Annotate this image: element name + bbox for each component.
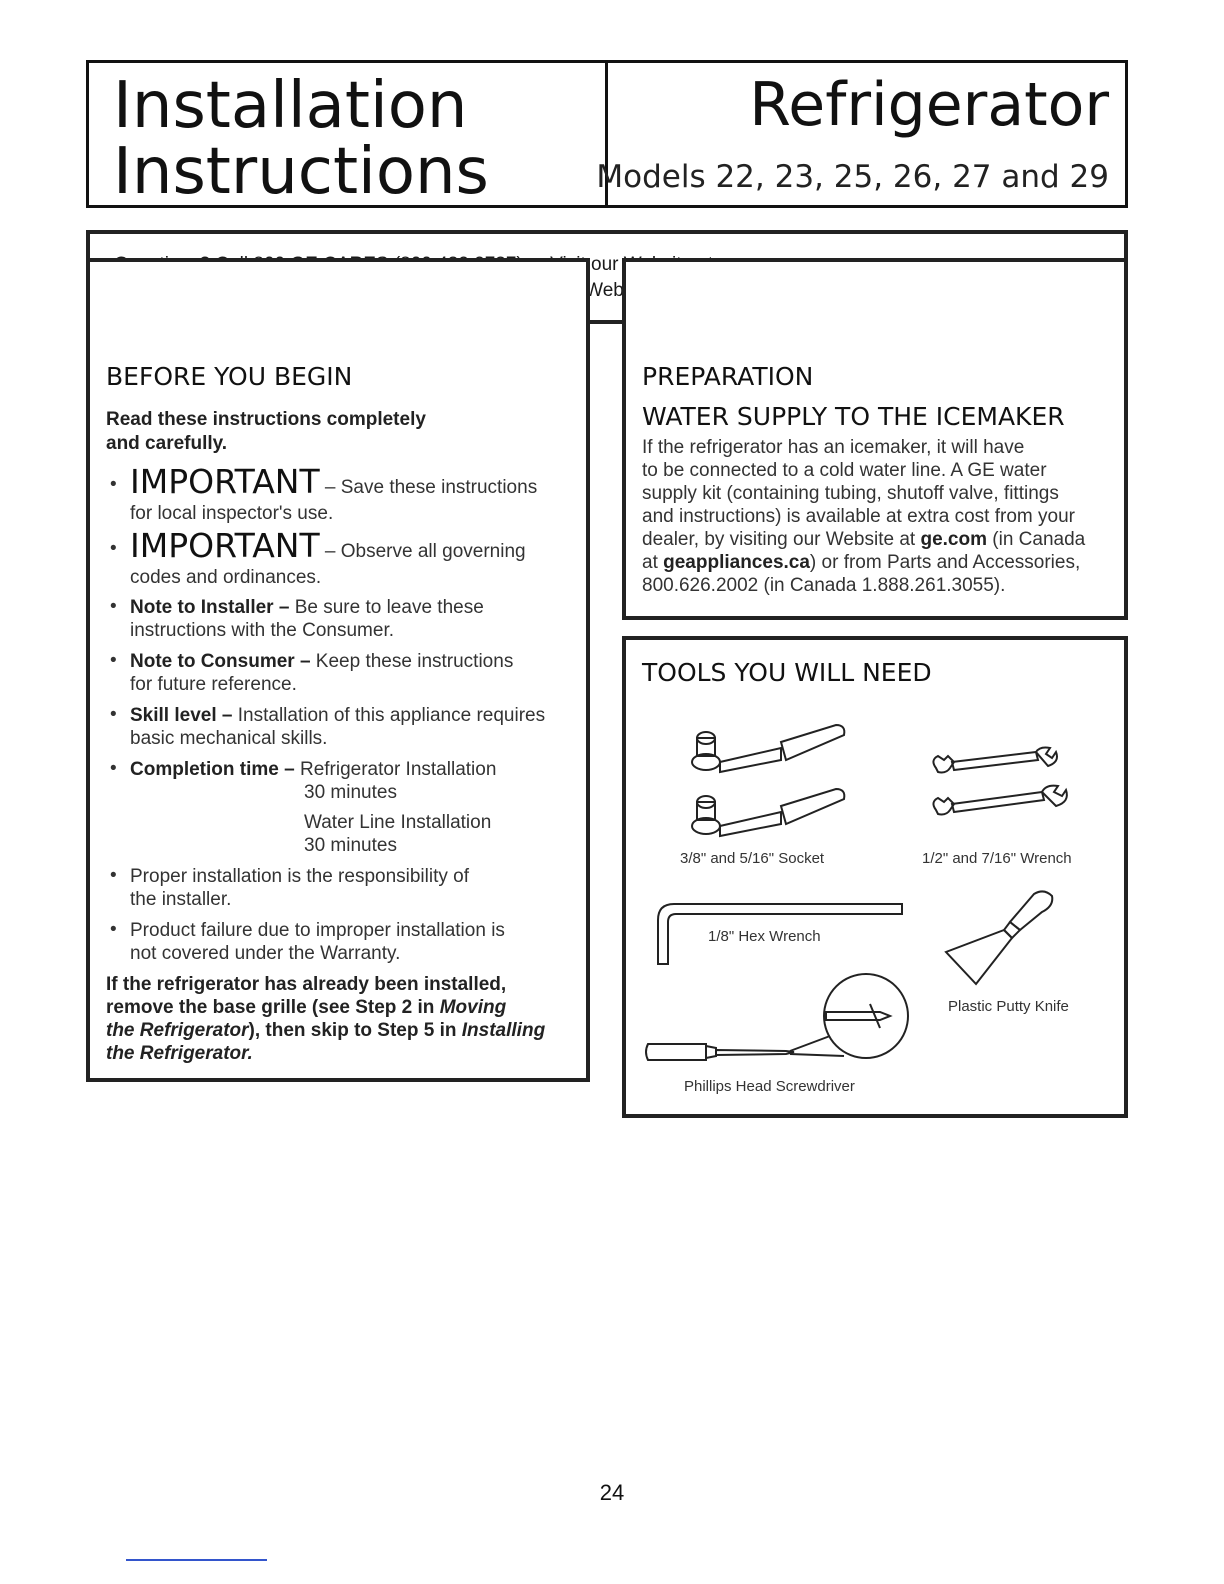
- installer-label: Note to Installer –: [130, 597, 290, 618]
- product-title: Refrigerator: [749, 70, 1109, 140]
- socket-caption: 3/8" and 5/16" Socket: [680, 850, 825, 867]
- putty-knife-icon: [942, 888, 1062, 988]
- before-title: BEFORE YOU BEGIN: [106, 362, 353, 391]
- prep-text: (in Canada: [987, 529, 1086, 550]
- prep-line-5: [642, 528, 1085, 551]
- completion-minutes-1: 30 minutes: [304, 782, 397, 803]
- skill-label: Skill level –: [130, 705, 233, 726]
- canada-website: geappliances.ca: [663, 552, 810, 573]
- completion-time: [130, 758, 496, 781]
- doc-title: [113, 69, 489, 209]
- footer-rule: [126, 1559, 267, 1561]
- page-number: 24: [599, 1480, 625, 1505]
- installer-text: Be sure to leave these: [289, 597, 484, 618]
- note-installer-line2: instructions with the Consumer.: [130, 620, 395, 641]
- note-italic: Moving: [439, 997, 507, 1018]
- product-failure-line2: not covered under the Warranty.: [130, 943, 401, 964]
- wrench-icon: [928, 746, 1078, 836]
- prep-line-7: 800.626.2002 (in Canada 1.888.261.3055).: [642, 575, 1006, 596]
- prep-text: at: [642, 552, 664, 573]
- installed-note-line3: [106, 1019, 545, 1042]
- prep-line-6: [642, 551, 1080, 574]
- installed-note-line1: If the refrigerator has already been installed,: [106, 974, 507, 995]
- completion-label: Completion time –: [130, 759, 295, 780]
- screwdriver-caption: Phillips Head Screwdriver: [684, 1078, 855, 1095]
- prep-line-2: to be connected to a cold water line. A GE water: [642, 460, 1047, 481]
- completion-text: Refrigerator Installation: [294, 759, 497, 780]
- ge-website: ge.com: [920, 529, 987, 550]
- preparation-title: PREPARATION: [642, 362, 814, 391]
- skill-line2: basic mechanical skills.: [130, 728, 328, 749]
- note-installer: [130, 596, 484, 619]
- contact-canada: Website: [585, 280, 654, 301]
- intro-line-1: Read these instructions completely: [106, 409, 426, 430]
- putty-caption: Plastic Putty Knife: [948, 998, 1069, 1015]
- prep-line-3: supply kit (containing tubing, shutoff valve, fittings: [642, 483, 1059, 504]
- tools-title: TOOLS YOU WILL NEED: [642, 658, 932, 687]
- note-italic: the Refrigerator: [106, 1020, 249, 1041]
- note-text: remove the base grille (see Step 2 in: [106, 997, 440, 1018]
- preparation-section: [622, 258, 1128, 620]
- bullet-icon: •: [110, 474, 117, 495]
- important-word: IMPORTANT: [130, 526, 320, 565]
- consumer-label: Note to Consumer –: [130, 651, 311, 672]
- proper-installation-line2: the installer.: [130, 889, 232, 910]
- note-consumer-line2: for future reference.: [130, 674, 297, 695]
- product-failure: Product failure due to improper installation is: [130, 920, 505, 941]
- socket-icon: [686, 720, 876, 860]
- skill-text: Installation of this appliance requires: [232, 705, 546, 726]
- before-you-begin-section: [86, 258, 590, 1082]
- intro-line-2: and carefully.: [106, 433, 228, 454]
- bullet-icon: •: [110, 865, 117, 886]
- note-italic: Installing: [461, 1020, 546, 1041]
- screwdriver-icon: [644, 974, 924, 1084]
- consumer-text: Keep these instructions: [310, 651, 514, 672]
- note-italic: the Refrigerator.: [106, 1043, 253, 1064]
- important-1-line2: for local inspector's use.: [130, 503, 334, 524]
- prep-line-4: and instructions) is available at extra cost from your: [642, 506, 1075, 527]
- hex-caption: 1/8" Hex Wrench: [708, 928, 821, 945]
- wrench-caption: 1/2" and 7/16" Wrench: [922, 850, 1072, 867]
- important-word: IMPORTANT: [130, 462, 320, 501]
- note-consumer: [130, 650, 513, 673]
- prep-text: ) or from Parts and Accessories,: [809, 552, 1081, 573]
- models-subtitle: Models 22, 23, 25, 26, 27 and 29: [596, 159, 1109, 195]
- installed-note-line2: [106, 996, 506, 1019]
- installed-note-line4: [106, 1042, 253, 1065]
- completion-minutes-2: 30 minutes: [304, 835, 397, 856]
- completion-water: Water Line Installation: [304, 812, 492, 833]
- title-line-2: Instructions: [113, 135, 489, 209]
- note-text: ), then skip to Step 5 in: [248, 1020, 462, 1041]
- important-1-text: – Save these instructions: [319, 477, 538, 498]
- important-2-text: – Observe all governing: [319, 541, 526, 562]
- prep-text: dealer, by visiting our Website at: [642, 529, 921, 550]
- bullet-icon: •: [110, 919, 117, 940]
- water-supply-title: WATER SUPPLY TO THE ICEMAKER: [642, 402, 1065, 431]
- bullet-icon: •: [110, 758, 117, 779]
- bullet-icon: •: [110, 538, 117, 559]
- bullet-icon: •: [110, 704, 117, 725]
- proper-installation: Proper installation is the responsibility of: [130, 866, 470, 887]
- bullet-icon: •: [110, 596, 117, 617]
- prep-line-1: If the refrigerator has an icemaker, it will have: [642, 437, 1025, 458]
- header-box: [86, 60, 1128, 208]
- tools-section: [622, 636, 1128, 1118]
- skill-level: [130, 704, 545, 727]
- bullet-icon: •: [110, 650, 117, 671]
- important-2-line2: codes and ordinances.: [130, 567, 322, 588]
- title-line-1: Installation: [113, 69, 468, 143]
- contact-us: our: [591, 254, 619, 275]
